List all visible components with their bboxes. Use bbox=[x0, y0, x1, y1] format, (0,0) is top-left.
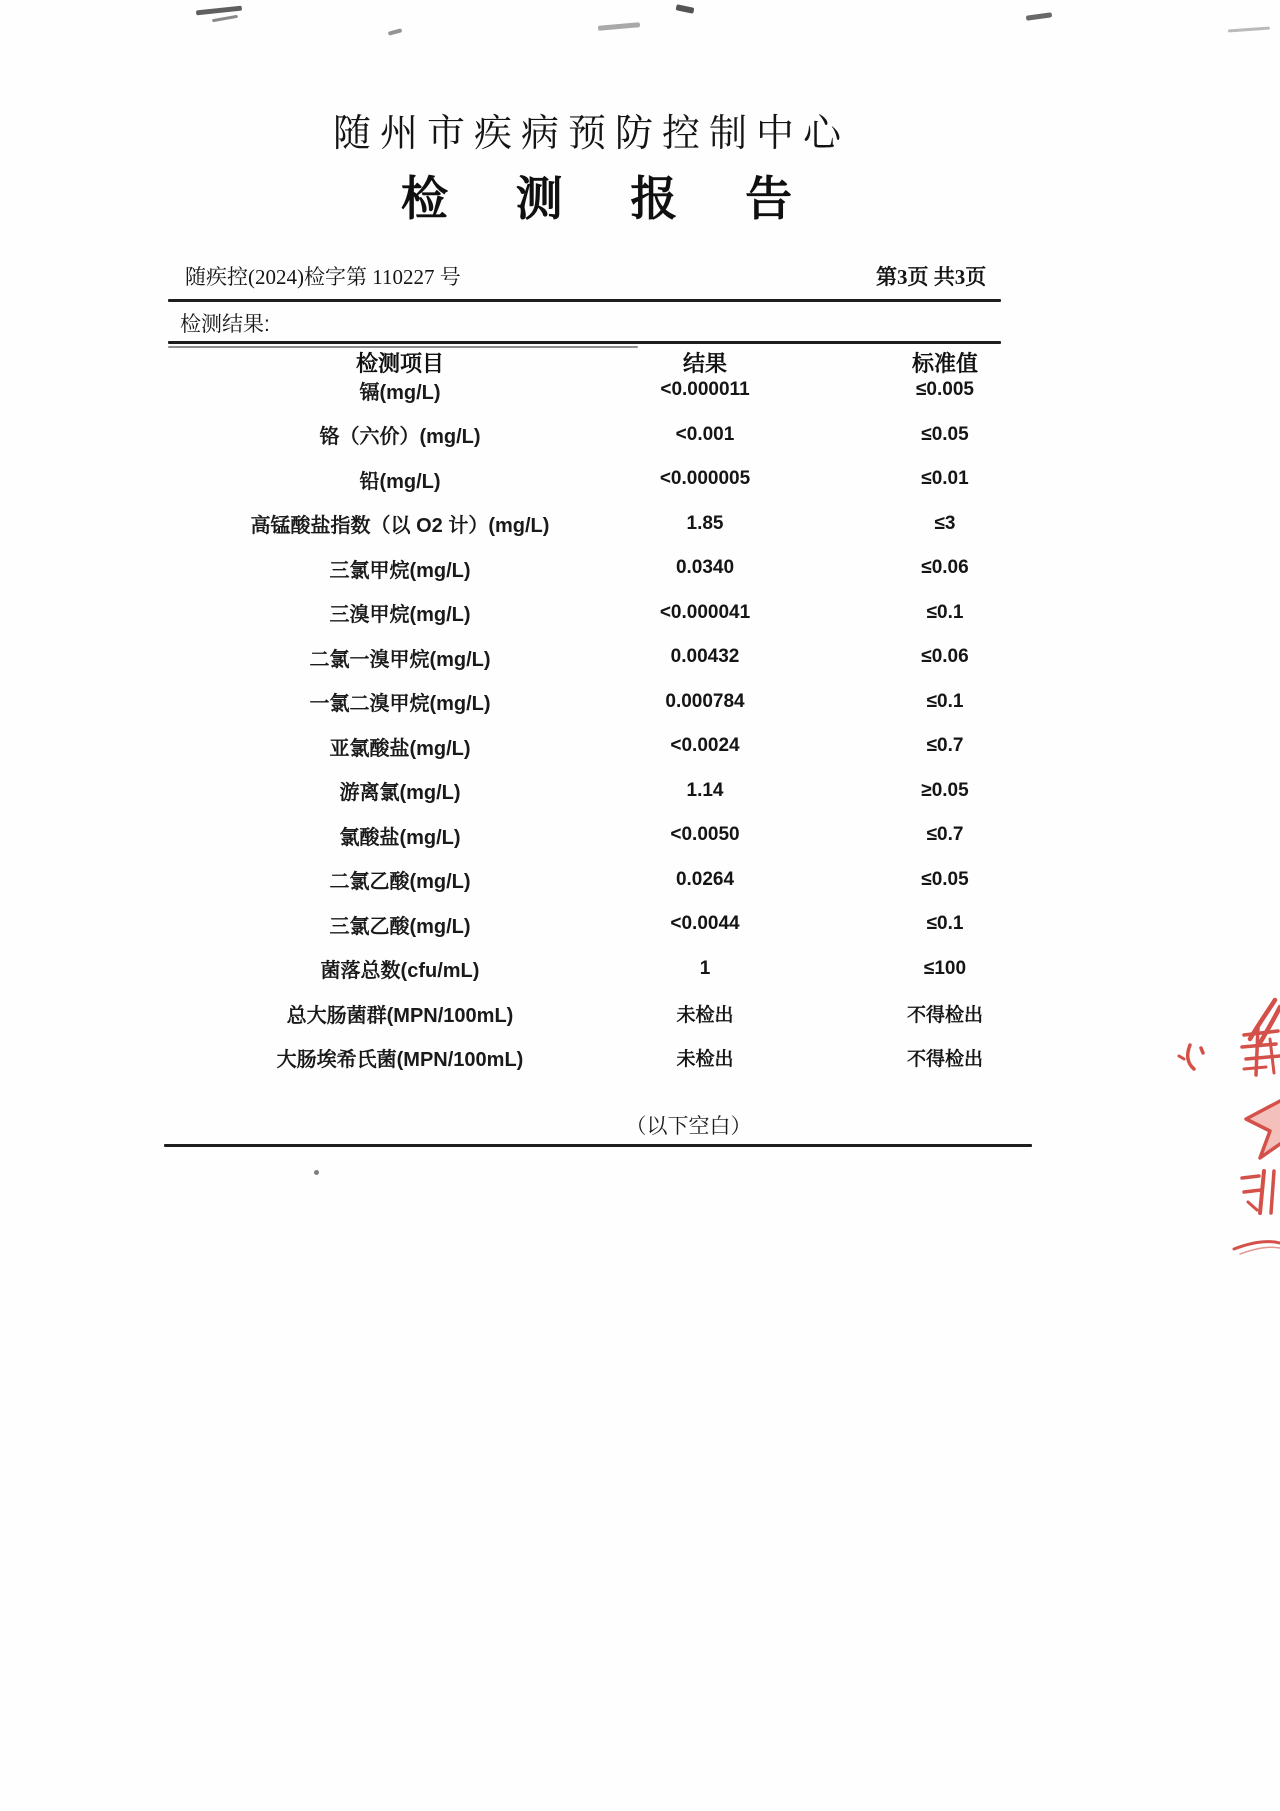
official-seal-fragment bbox=[1170, 995, 1280, 1265]
divider bbox=[164, 1144, 1032, 1147]
table-row bbox=[170, 457, 995, 502]
scan-artifact bbox=[676, 4, 695, 14]
cell-standard: ≥0.05 bbox=[921, 779, 969, 801]
column-header-item: 检测项目 bbox=[355, 350, 444, 376]
cell-result: 1 bbox=[699, 957, 711, 979]
cell-standard: ≤0.1 bbox=[926, 601, 964, 623]
table-row bbox=[170, 947, 995, 992]
table-row bbox=[170, 635, 995, 680]
cell-item: 大肠埃希氏菌(MPN/100mL) bbox=[276, 1049, 524, 1072]
cell-item: 高锰酸盐指数（以 O2 计）(mg/L) bbox=[250, 515, 550, 538]
table-row bbox=[170, 368, 995, 413]
cell-result: <0.000041 bbox=[659, 601, 751, 623]
cell-standard: ≤0.1 bbox=[926, 913, 964, 935]
table-row bbox=[170, 858, 995, 903]
cell-item: 三氯甲烷(mg/L) bbox=[329, 559, 471, 582]
page-indicator: 第3页 共3页 bbox=[876, 265, 987, 289]
scan-artifact bbox=[314, 1170, 319, 1175]
scan-artifact bbox=[212, 15, 238, 22]
cell-standard: ≤0.05 bbox=[921, 423, 969, 445]
column-header-standard: 标准值 bbox=[911, 350, 978, 376]
table-row bbox=[170, 813, 995, 858]
cell-item: 总大肠菌群(MPN/100mL) bbox=[286, 1004, 514, 1027]
cell-result: <0.0024 bbox=[670, 735, 740, 757]
cell-standard: ≤0.7 bbox=[926, 735, 964, 757]
cell-result: <0.000011 bbox=[660, 379, 750, 401]
scan-artifact bbox=[196, 6, 242, 16]
cell-item: 氯酸盐(mg/L) bbox=[339, 826, 461, 849]
cell-item: 菌落总数(cfu/mL) bbox=[320, 960, 480, 983]
cell-item: 亚氯酸盐(mg/L) bbox=[329, 737, 471, 760]
blank-note: （以下空白） bbox=[625, 1114, 752, 1138]
cell-standard: ≤0.01 bbox=[921, 468, 969, 490]
cell-result: 0.00432 bbox=[670, 646, 740, 668]
cell-result: 0.0340 bbox=[675, 557, 735, 579]
org-name: 随州市疾病预防控制中心 bbox=[332, 113, 850, 155]
table-row bbox=[170, 591, 995, 636]
doc-number: 随疾控(2024)检字第 110227 号 bbox=[185, 265, 461, 289]
cell-item: 三溴甲烷(mg/L) bbox=[329, 604, 471, 627]
divider bbox=[168, 299, 1001, 302]
cell-item: 二氯一溴甲烷(mg/L) bbox=[309, 648, 491, 671]
scan-artifact bbox=[1228, 27, 1270, 33]
cell-item: 铅(mg/L) bbox=[359, 470, 441, 493]
cell-result: 1.14 bbox=[686, 779, 724, 801]
scan-artifact bbox=[388, 28, 403, 35]
table-row bbox=[170, 991, 995, 1036]
table-row bbox=[170, 1036, 995, 1081]
cell-result: 未检出 bbox=[676, 1049, 734, 1071]
cell-standard: 不得检出 bbox=[906, 1049, 983, 1071]
cell-result: 未检出 bbox=[676, 1004, 734, 1026]
cell-result: <0.0050 bbox=[670, 824, 740, 846]
table-row bbox=[170, 724, 995, 769]
cell-result: <0.001 bbox=[675, 423, 735, 445]
cell-result: 0.0264 bbox=[675, 868, 735, 890]
cell-standard: ≤100 bbox=[923, 957, 967, 979]
results-section-label: 检测结果: bbox=[180, 313, 270, 336]
table-row bbox=[170, 546, 995, 591]
cell-standard: ≤0.05 bbox=[921, 868, 969, 890]
cell-standard: ≤0.06 bbox=[921, 646, 969, 668]
table-row bbox=[170, 902, 995, 947]
table-row bbox=[170, 680, 995, 725]
cell-standard: ≤0.7 bbox=[926, 824, 964, 846]
cell-standard: 不得检出 bbox=[906, 1004, 983, 1026]
table-row bbox=[170, 502, 995, 547]
cell-standard: ≤0.1 bbox=[926, 690, 964, 712]
cell-result: <0.000005 bbox=[659, 468, 751, 490]
scan-artifact bbox=[1026, 12, 1052, 21]
column-header-result: 结果 bbox=[682, 350, 727, 376]
table-row bbox=[170, 413, 995, 458]
scan-artifact bbox=[598, 22, 640, 31]
divider bbox=[168, 341, 1001, 344]
cell-item: 三氯乙酸(mg/L) bbox=[329, 915, 471, 938]
cell-item: 铬（六价）(mg/L) bbox=[319, 426, 481, 449]
cell-item: 二氯乙酸(mg/L) bbox=[329, 871, 471, 894]
report-title: 检 测 报 告 bbox=[400, 174, 821, 226]
table-row bbox=[170, 769, 995, 814]
cell-standard: ≤3 bbox=[934, 512, 956, 534]
cell-standard: ≤0.005 bbox=[916, 379, 974, 401]
cell-result: <0.0044 bbox=[670, 913, 740, 935]
cell-item: 游离氯(mg/L) bbox=[339, 782, 461, 805]
cell-standard: ≤0.06 bbox=[921, 557, 969, 579]
results-table bbox=[170, 368, 995, 1080]
cell-item: 一氯二溴甲烷(mg/L) bbox=[309, 693, 491, 716]
cell-result: 0.000784 bbox=[665, 690, 745, 712]
cell-item: 镉(mg/L) bbox=[359, 381, 441, 404]
cell-result: 1.85 bbox=[686, 512, 724, 534]
